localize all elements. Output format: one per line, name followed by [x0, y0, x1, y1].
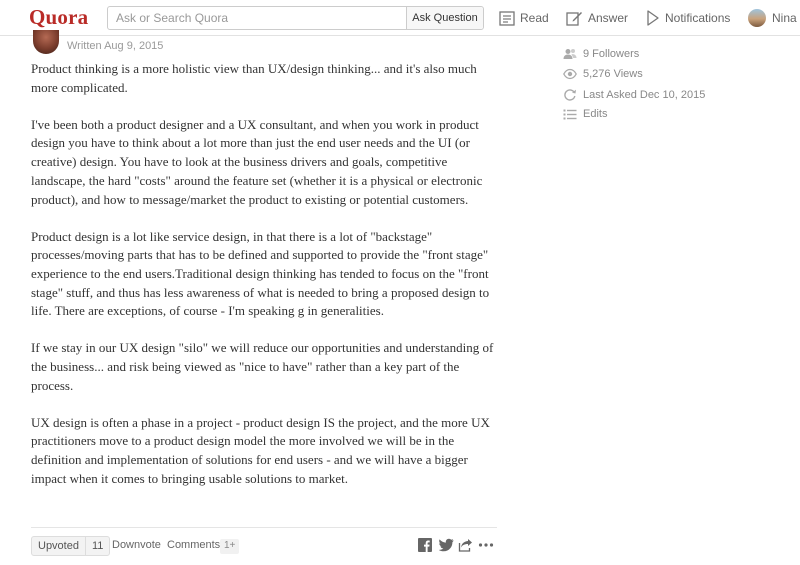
stat-views	[563, 68, 643, 80]
answer-paragraph: Product thinking is a more holistic view than UX/design thinking... and it's also much more complicated.	[31, 61, 477, 95]
user-avatar	[748, 9, 766, 27]
answer-body	[31, 60, 501, 507]
author-avatar[interactable]	[33, 30, 59, 54]
answer-paragraph: I've been both a product designer and a UX consultant, and when you work in product design you have to think about a lot more than just the end user needs and the UI (or creative) design. You have to look at the business drivers and goals, competitive landscape, the hard "costs" around the feature set (whether it is a physical or electronic product), and how to message/market the product to existing or potential customers.	[31, 116, 483, 207]
pencil-icon	[566, 10, 583, 26]
answer-paragraph: UX design is often a phase in a project - product design IS the project, and the more UX practitioners move to a product design model the more involved we will be in the definition and implementation of solutions for end users - and we will have a bigger impact when it comes to bringing usable solutions to market.	[31, 414, 490, 486]
share-icon[interactable]	[458, 538, 473, 552]
nav-answer[interactable]	[566, 8, 628, 28]
list-icon	[563, 108, 577, 120]
stat-followers[interactable]	[563, 48, 639, 60]
nav-read[interactable]	[499, 8, 549, 28]
comments-count: 1+	[220, 539, 239, 554]
quora-logo[interactable]: Quora	[29, 5, 89, 29]
notifications-icon	[646, 10, 660, 26]
facebook-icon[interactable]	[418, 538, 432, 552]
views-text: 5,276 Views	[583, 68, 643, 80]
nav-user-name: Nina	[772, 11, 797, 25]
search-input[interactable]	[108, 7, 408, 29]
eye-icon	[563, 68, 577, 80]
twitter-icon[interactable]	[439, 538, 454, 552]
upvote-count: 11	[85, 537, 109, 555]
stat-edits[interactable]	[563, 108, 607, 120]
nav-user[interactable]	[748, 8, 797, 28]
read-icon	[499, 11, 515, 26]
top-header	[0, 0, 800, 36]
nav-notifications[interactable]	[646, 8, 730, 28]
nav-notifications-label: Notifications	[665, 11, 731, 25]
upvote-button[interactable]	[31, 536, 110, 556]
followers-text: 9 Followers	[583, 48, 640, 60]
answer-action-bar	[31, 527, 497, 565]
ask-question-button[interactable]: Ask Question	[406, 7, 483, 29]
refresh-icon	[563, 88, 577, 101]
answer-paragraph: Product design is a lot like service design, in that there is a lot of "backstage" processes/moving parts that has to be defined and supported to provide the "front stage" experience to the end users.Traditional design thinking has tended to focus on the "front stage" stuff, and thus has less awareness of what is needed to bring a proposed design to life. There are exceptions, of course - I'm speaking g in generalities.	[31, 228, 490, 319]
followers-icon	[563, 48, 577, 60]
answer-written-date[interactable]: Written Aug 9, 2015	[67, 40, 164, 52]
edits-text: Edits	[583, 108, 608, 120]
upvote-label: Upvoted	[38, 540, 79, 552]
answer-paragraph: If we stay in our UX design "silo" we will reduce our opportunities and understanding of the business... and risk being viewed as "nice to have" rather than a key part of the process.	[31, 340, 494, 393]
nav-read-label: Read	[520, 11, 549, 25]
last-asked-text: Last Asked Dec 10, 2015	[583, 88, 706, 101]
nav-answer-label: Answer	[588, 11, 629, 25]
search-box	[107, 6, 484, 30]
downvote-button[interactable]: Downvote	[112, 539, 161, 551]
stat-last-asked	[563, 88, 705, 101]
more-icon[interactable]	[478, 538, 494, 552]
comments-button[interactable]: Comments	[167, 539, 221, 551]
